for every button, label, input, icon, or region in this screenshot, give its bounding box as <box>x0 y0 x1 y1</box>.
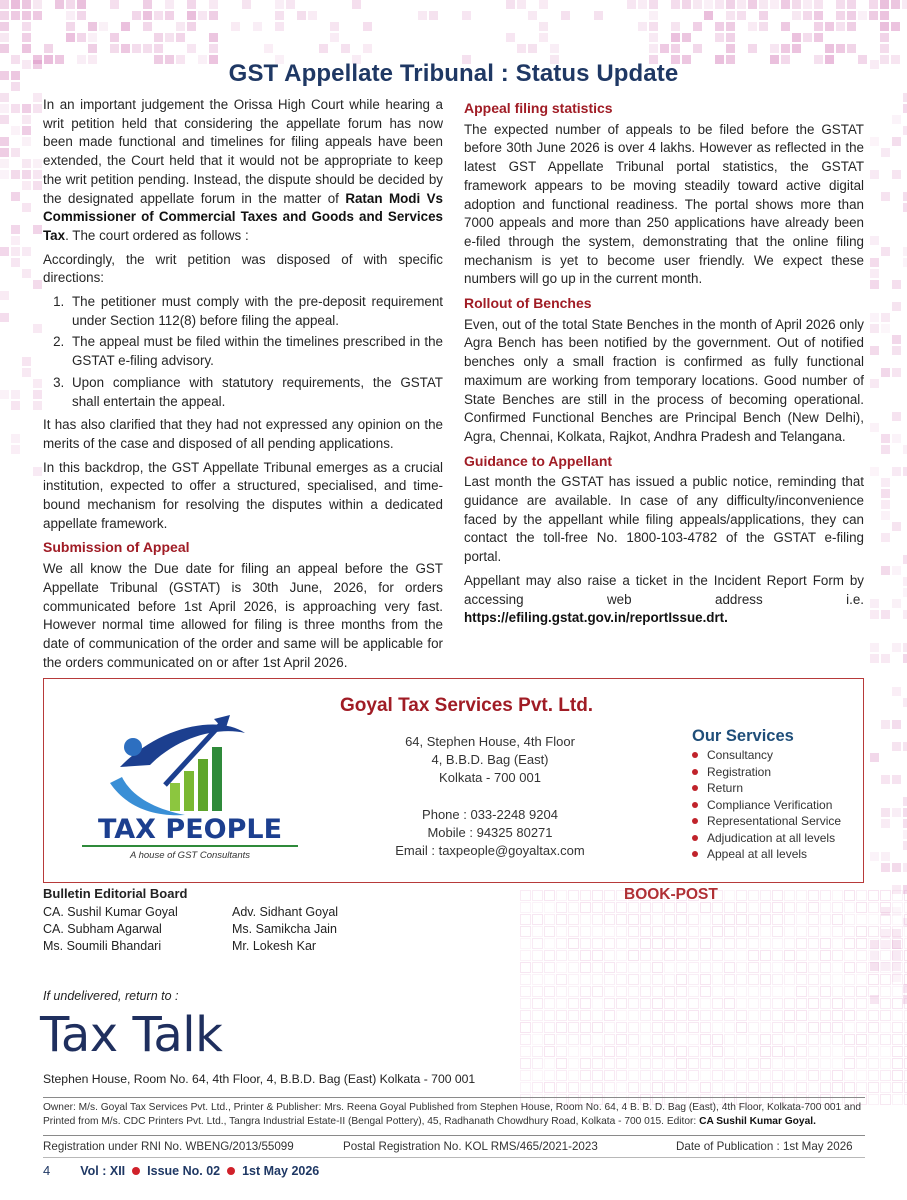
list-item: Return <box>692 780 841 797</box>
red-dot-icon <box>227 1167 235 1175</box>
directions-list <box>43 293 443 411</box>
statistics-paragraph: The expected number of appeals to be filed before the GSTAT before 30th June 2026 is over 4 lakhs. However as reflected in the latest GST Appellate Tribunal portal statistics, the GSTAT framework appears to be moving steadily toward active digital adoption and functional readiness. The portal shows more than 7000 appeals and more than 250 applications have already been e-filed through the system, demonstrating that the online filing mechanism is yet to become user friendly. We expect these numbers will go up in the current month. <box>464 121 864 287</box>
page-title: GST Appellate Tribunal : Status Update <box>228 60 679 87</box>
case-name: Ratan Modi Vs Commissioner of Commercial Taxes and Goods and Services Tax <box>43 190 443 243</box>
editorial-board-title: Bulletin Editorial Board <box>43 886 188 901</box>
return-to-label: If undelivered, return to : <box>43 989 179 1003</box>
volume: Vol : XII <box>80 1163 126 1178</box>
guidance-heading: Guidance to Appellant <box>464 452 613 469</box>
publication-date: Date of Publication : 1st May 2026 <box>676 1140 853 1153</box>
page-number: 4 <box>43 1163 51 1178</box>
masthead-address: Stephen House, Room No. 64, 4th Floor, 4, B.B.D. Bag (East) Kolkata - 700 001 <box>43 1072 476 1086</box>
bullet-icon <box>692 851 698 857</box>
clarified-paragraph: It has also clarified that they had not expressed any opinion on the merits of the case and disposed of all pending applications. <box>43 417 443 451</box>
report-issue-link[interactable]: https://efiling.gstat.gov.in/reportIssue.drt. <box>464 610 728 626</box>
postal-registration: Postal Registration No. KOL RMS/465/2021-2023 <box>343 1140 598 1153</box>
ticket-paragraph: Appellant may also raise a ticket in the Incident Report Form by accessing web address i.e. https://efiling.gstat.gov.in/reportIssue.drt. <box>464 572 864 626</box>
backdrop-paragraph: In this backdrop, the GST Appellate Tribunal emerges as a crucial institution, expected to offer a structured, specialised, and time-bound mechanism for resolving the disputes within a dedicated appellate framework. <box>43 459 443 531</box>
company-contact <box>370 806 610 860</box>
submission-heading: Submission of Appeal <box>43 539 190 556</box>
divider <box>43 1157 865 1158</box>
editorial-col-2: Adv. Sidhant Goyal Ms. Samikcha Jain Mr. Lokesh Kar <box>232 905 339 953</box>
list-item: Adjudication at all levels <box>692 830 841 847</box>
logo-wordmark: TAX PEOPLE <box>97 814 283 845</box>
tax-people-logo <box>70 705 310 865</box>
logo-tagline: A house of GST Consultants <box>129 850 251 861</box>
list-item: 3. Upon compliance with statutory requirements, the GSTAT shall entertain the appeal. <box>68 374 443 411</box>
guidance-paragraph: Last month the GSTAT has issued a public notice, reminding that guidance are available. In case of any difficulty/inconvenience faced by the appellant while filing appeals/applications, they can contact the toll-free No. 1800-103-4782 of the GSTAT e-filing portal. <box>464 474 864 565</box>
right-column <box>464 99 864 633</box>
bullet-icon <box>692 802 698 808</box>
services-title: Our Services <box>692 727 794 745</box>
divider <box>43 1135 865 1136</box>
list-item: Consultancy <box>692 747 841 764</box>
list-item: 2. The appeal must be filed within the timelines prescribed in the GSTAT e-filing advisory. <box>68 333 443 370</box>
accordingly-paragraph: Accordingly, the writ petition was disposed of with specific directions: <box>43 251 443 286</box>
mobile: Mobile : 94325 80271 <box>427 825 553 840</box>
book-post-label: BOOK-POST <box>624 886 718 903</box>
tax-talk-masthead: Tax Talk <box>40 1007 223 1063</box>
bullet-icon <box>692 818 698 824</box>
submission-paragraph: We all know the Due date for filing an appeal before the GST Appellate Tribunal (GSTAT) is 30th June, 2026, for orders communicated before 1st April 2026, is approaching very fast. However normal time allowed for filing is three months from the date of communication of the order and same will be applicable for the orders communicated on or after 1st April 2026. <box>43 561 443 670</box>
list-item: Compliance Verification <box>692 797 841 814</box>
list-item: Appeal at all levels <box>692 846 841 863</box>
company-address: 64, Stephen House, 4th Floor 4, B.B.D. Bag (East) Kolkata - 700 001 <box>405 734 575 785</box>
email: Email : taxpeople@goyaltax.com <box>395 843 585 858</box>
bullet-icon <box>692 769 698 775</box>
bullet-icon <box>692 752 698 758</box>
phone: Phone : 033-2248 9204 <box>422 807 558 822</box>
benches-paragraph: Even, out of the total State Benches in the month of April 2026 only Agra Bench has been notified by the government. Out of notified benches only a small fraction is confirmed as fully functional maximum are working from temporary locations. Good number of State Benches are still in the process of becoming operational. Confirmed Functional Benches are Principal Bench (New Delhi), Agra, Chennai, Kolkata, Rajkot, Andhra Pradesh and Telangana. <box>464 316 864 444</box>
bullet-icon <box>692 785 698 791</box>
rni-registration: Registration under RNI No. WBENG/2013/55099 <box>43 1140 294 1153</box>
divider <box>43 1097 865 1098</box>
issue-footer <box>43 1163 319 1178</box>
owner-imprint: Owner: M/s. Goyal Tax Services Pvt. Ltd., Printer & Publisher: Mrs. Reena Goyal Published from Stephen House, Room No. 64, 4 B. B. D. Bag (East), 4th Floor, Kolkata-700 001 and Printed from M/s. CDC Printers Pvt. Ltd., Tangra Industrial Estate-II (Bengal Pottery), 45, Radhanath Chowdhury Road, Kolkata - 700 015. Editor: CA Sushil Kumar Goyal. <box>43 1102 862 1127</box>
editorial-col-1: CA. Sushil Kumar Goyal CA. Subham Agarwal Ms. Soumili Bhandari <box>43 905 178 953</box>
statistics-heading: Appeal filing statistics <box>464 100 613 116</box>
list-item: Representational Service <box>692 813 841 830</box>
list-item: 1. The petitioner must comply with the pre-deposit requirement under Section 112(8) before filing the appeal. <box>68 293 443 330</box>
company-name: Goyal Tax Services Pvt. Ltd. <box>340 695 594 716</box>
intro-paragraph: In an important judgement the Orissa High Court while hearing a writ petition held that considering the appellate forum has now been made functional and timelines for filing appeals have been extended, the Court held that it would not be appropriate to keep the writ petition pending. Instead, the dispute should be decided by the designated appellate forum in the matter of Ratan Modi Vs Commissioner of Commercial Taxes and Goods and Services Tax. The court ordered as follows : <box>43 97 443 243</box>
bullet-icon <box>692 835 698 841</box>
red-dot-icon <box>132 1167 140 1175</box>
issue-number: Issue No. 02 <box>147 1163 221 1178</box>
services-list <box>692 747 841 863</box>
left-column <box>43 96 443 677</box>
logo-graphic <box>70 705 310 865</box>
list-item: Registration <box>692 764 841 781</box>
benches-heading: Rollout of Benches <box>464 295 592 312</box>
issue-date: 1st May 2026 <box>242 1163 320 1178</box>
editor-name: CA Sushil Kumar Goyal. <box>699 1116 816 1127</box>
